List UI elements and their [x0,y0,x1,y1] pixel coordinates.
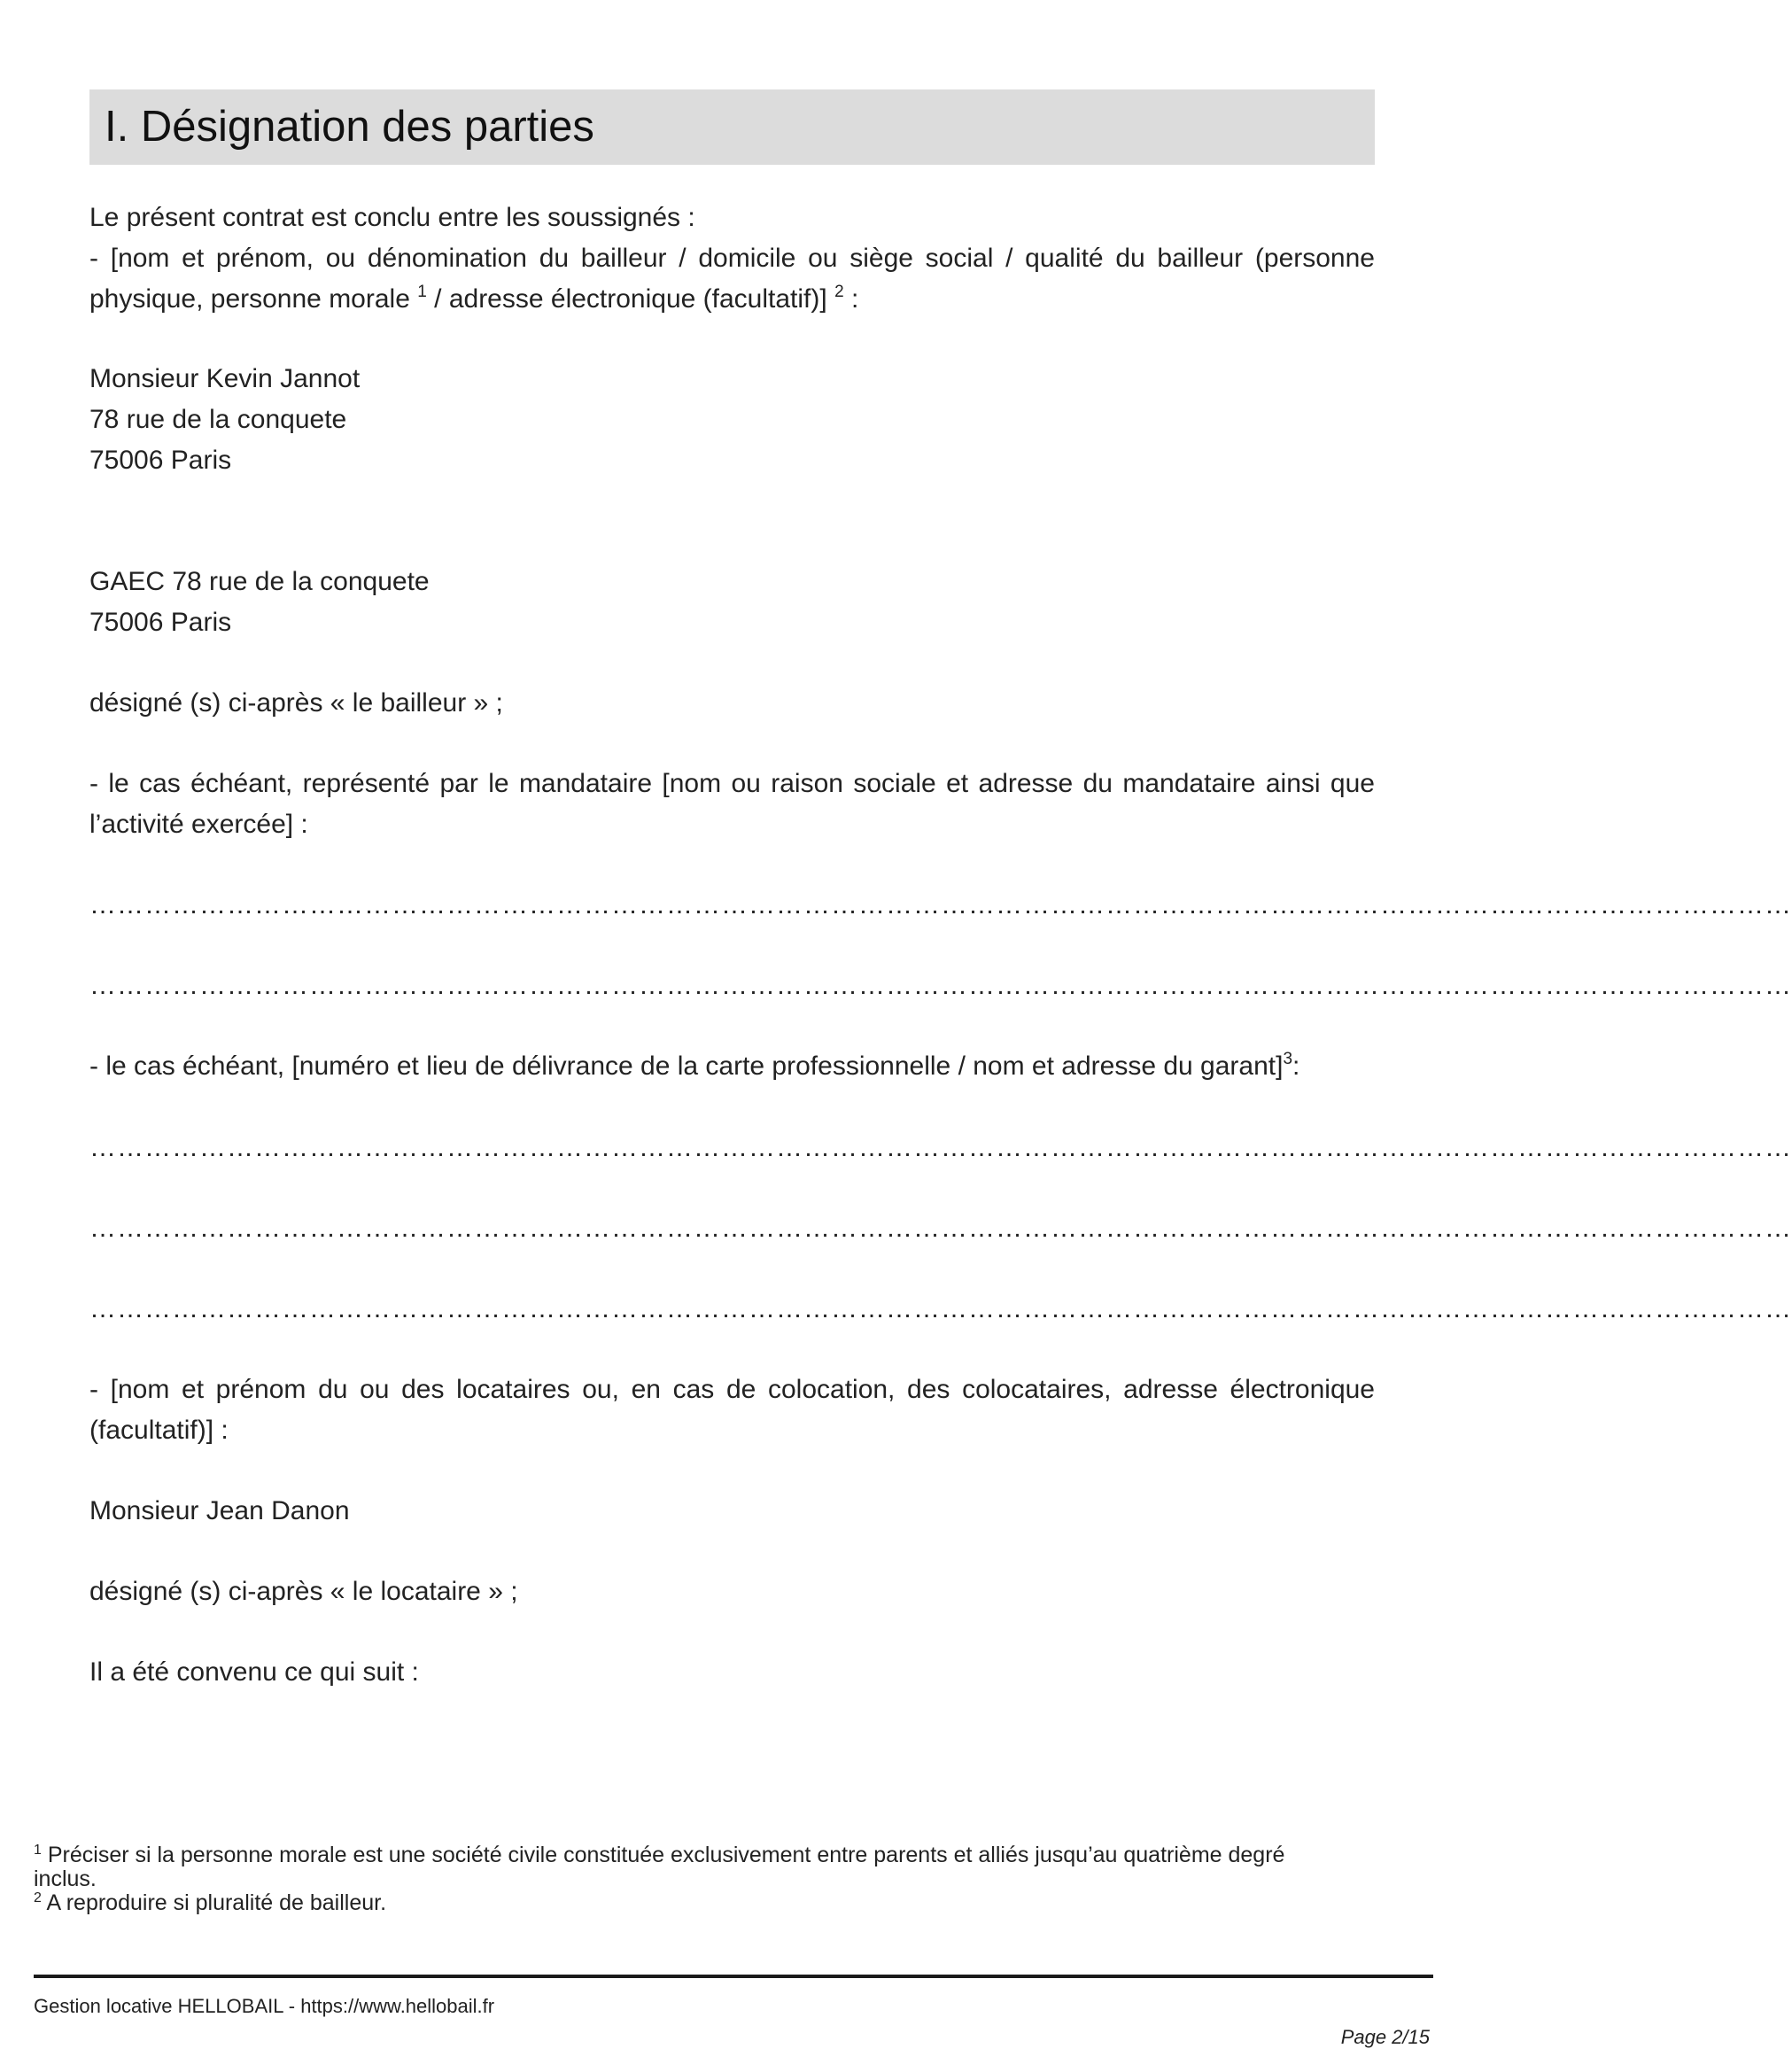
bailleur1-city: 75006 Paris [89,446,232,475]
bailleur-instruction-line1: - [nom et prénom, ou dénomination du bailleur / domicile ou siège social / qualité du bailleur (personne [89,244,1375,273]
mandataire-line2: l’activité exercée] : [89,810,308,839]
conclusion-line: Il a été convenu ce qui suit : [89,1657,419,1687]
section-title: I. Désignation des parties [105,103,594,151]
footer-divider [34,1975,1433,1978]
page-number: Page 2/15 [1340,2026,1430,2048]
designation-bailleur: désigné (s) ci-après « le bailleur » ; [89,688,503,718]
footnote-ref-2: 2 [834,283,844,301]
bailleur1-name: Monsieur Kevin Jannot [89,364,361,393]
intro-line: Le présent contrat est conclu entre les soussignés : [89,203,695,232]
footnote-1: $^1$ Préciser si la personne morale est une société civile constituée exclusivement entre parents et alliés jusqu’au quatrième degré [34,1843,1285,1867]
designation-locataire: désigné (s) ci-après « le locataire » ; [89,1577,518,1606]
mandataire-line1: - le cas échéant, représenté par le mandataire [nom ou raison sociale et adresse du mandataire ainsi que [89,769,1375,798]
footnote-ref-1: 1 [417,283,427,301]
locataire-name: Monsieur Jean Danon [89,1496,350,1525]
blank-fill-line: …………………………………………………………………………………………………………………………………………………………………… [89,971,1792,1000]
bailleur2-city: 75006 Paris [89,608,232,637]
blank-fill-line: …………………………………………………………………………………………………………………………………………………………………… [89,1133,1792,1162]
carte-pro-line: - le cas échéant, [numéro et lieu de délivrance de la carte professionnelle / nom et adresse du garant]$^3$: [89,1050,1300,1081]
bailleur2-name-street: GAEC 78 rue de la conquete [89,567,430,596]
footnote-ref-3: 3 [1283,1050,1293,1068]
blank-fill-line: …………………………………………………………………………………………………………………………………………………………………… [89,1294,1792,1323]
locataire-instruction-line2: (facultatif)] : [89,1416,229,1445]
bailleur-instruction-line2: physique, personne morale $^1$ / adresse électronique (facultatif)] $^2$ : [89,283,859,314]
blank-fill-line: …………………………………………………………………………………………………………………………………………………………………… [89,1214,1792,1243]
footnote-1-continued: inclus. [34,1866,97,1891]
footer-source: Gestion locative HELLOBAIL - https://www.hellobail.fr [34,1995,495,2017]
bailleur1-street: 78 rue de la conquete [89,405,347,434]
blank-fill-line: …………………………………………………………………………………………………………………………………………………………………… [89,890,1792,920]
locataire-instruction-line1: - [nom et prénom du ou des locataires ou, en cas de colocation, des colocataires, adresse électronique [89,1375,1375,1404]
footnote-2: $^2$ A reproduire si pluralité de bailleur. [34,1890,387,1915]
